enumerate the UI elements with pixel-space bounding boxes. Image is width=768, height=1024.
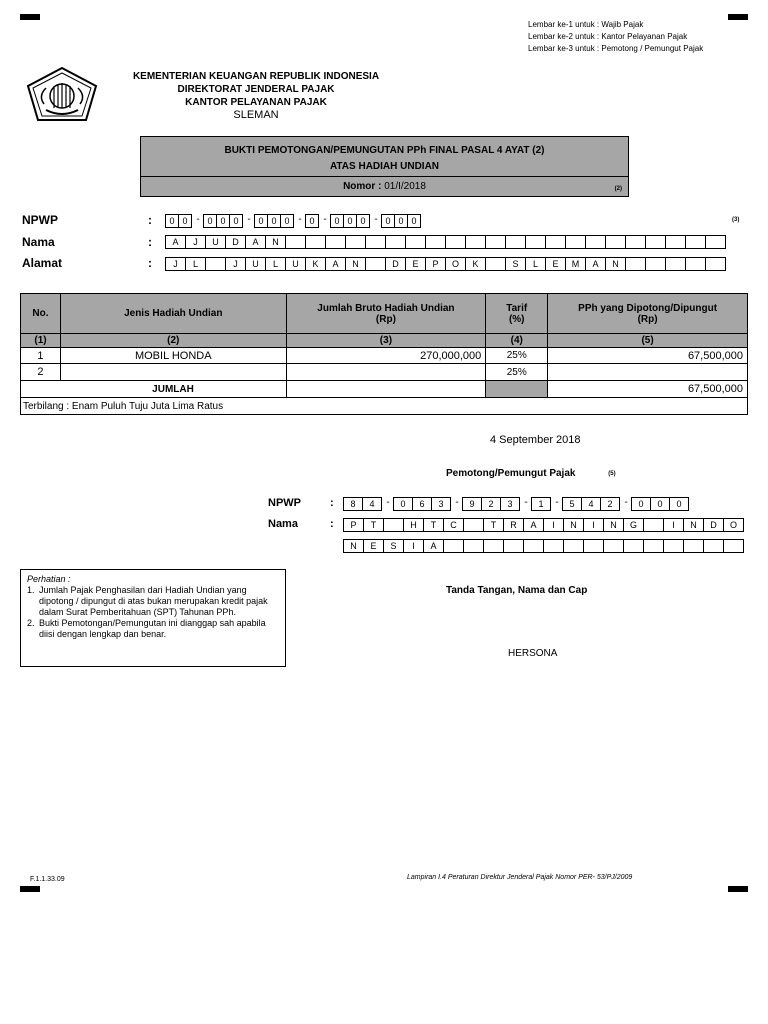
- char-box: I: [403, 539, 424, 553]
- char-box: [325, 235, 346, 249]
- char-box: P: [425, 257, 446, 271]
- char-box: T: [423, 518, 444, 532]
- char-box: E: [405, 257, 426, 271]
- char-box: [685, 235, 706, 249]
- col-number: (2): [60, 334, 286, 348]
- char-box: [625, 257, 646, 271]
- colon: :: [148, 235, 152, 249]
- char-box: A: [585, 257, 606, 271]
- char-box: [345, 235, 366, 249]
- char-box: A: [325, 257, 346, 271]
- char-box: A: [523, 518, 544, 532]
- char-box: [443, 539, 464, 553]
- notice-text: Jumlah Pajak Penghasilan dari Hadiah Undian yang dipotong / dipungut di atas bukan merupakan kredit pajak dalam Surat Pemberitahuan (SPT) Tahunan PPh.: [39, 585, 268, 617]
- total-value: 67,500,000: [548, 381, 748, 398]
- char-box: [703, 539, 724, 553]
- char-box: 0: [407, 214, 421, 228]
- document-title: BUKTI PEMOTONGAN/PEMUNGUTAN PPh FINAL PASAL 4 AYAT (2): [224, 145, 545, 156]
- char-box: [365, 235, 386, 249]
- colon: :: [148, 213, 152, 227]
- char-box: [485, 235, 506, 249]
- row-no: 2: [21, 364, 61, 381]
- col-header-tarif: Tarif (%): [486, 294, 548, 334]
- char-box: A: [165, 235, 186, 249]
- char-box: 0: [267, 214, 281, 228]
- char-box: O: [445, 257, 466, 271]
- char-box: [205, 257, 226, 271]
- char-box: C: [443, 518, 464, 532]
- char-box: [625, 235, 646, 249]
- char-box: 0: [669, 497, 689, 511]
- col-header-no: No.: [21, 294, 61, 334]
- col-header-pph: PPh yang Dipotong/Dipungut (Rp): [548, 294, 748, 334]
- ministry-header: [106, 70, 406, 122]
- notice-item: [27, 618, 279, 640]
- col-number: (1): [21, 334, 61, 348]
- col-header-bruto: Jumlah Bruto Hadiah Undian (Rp): [286, 294, 486, 334]
- char-box: [463, 539, 484, 553]
- office-label: KANTOR PELAYANAN PAJAK: [185, 97, 327, 108]
- char-box: 0: [631, 497, 651, 511]
- char-box: U: [245, 257, 266, 271]
- char-box: [623, 539, 644, 553]
- document-title-box: [140, 136, 629, 197]
- npwp-separator: -: [298, 214, 302, 225]
- char-box: [723, 539, 744, 553]
- char-box: N: [345, 257, 366, 271]
- char-box: N: [343, 539, 364, 553]
- char-box: L: [525, 257, 546, 271]
- char-box: 0: [165, 214, 179, 228]
- colon: :: [330, 497, 334, 509]
- char-box: [643, 518, 664, 532]
- char-box: 3: [431, 497, 451, 511]
- npwp-separator: -: [455, 497, 459, 508]
- char-box: [565, 235, 586, 249]
- col-number: (5): [548, 334, 748, 348]
- recipient-npwp-boxes: [166, 214, 421, 228]
- char-box: 6: [412, 497, 432, 511]
- char-box: [583, 539, 604, 553]
- char-box: 3: [500, 497, 520, 511]
- total-row: [21, 381, 748, 398]
- char-box: [683, 539, 704, 553]
- char-box: E: [363, 539, 384, 553]
- npwp-separator: -: [323, 214, 327, 225]
- npwp-separator: -: [196, 214, 200, 225]
- char-box: 0: [305, 214, 319, 228]
- char-box: [585, 235, 606, 249]
- char-box: [665, 235, 686, 249]
- row-bruto: [286, 364, 486, 381]
- char-box: H: [403, 518, 424, 532]
- char-box: R: [503, 518, 524, 532]
- npwp-label: NPWP: [22, 213, 58, 227]
- char-box: N: [603, 518, 624, 532]
- terbilang: Terbilang : Enam Puluh Tuju Juta Lima Ratus: [21, 398, 748, 415]
- notice-title: Perhatian :: [27, 574, 71, 584]
- char-box: [445, 235, 466, 249]
- char-box: [663, 539, 684, 553]
- copy-line: Lembar ke-1 untuk : Wajib Pajak: [528, 20, 644, 29]
- char-box: [365, 257, 386, 271]
- char-box: 0: [381, 214, 395, 228]
- copy-distribution: [528, 19, 703, 55]
- notice-item: [27, 585, 279, 618]
- document-subtitle: ATAS HADIAH UNDIAN: [329, 161, 440, 172]
- col-number: (4): [486, 334, 548, 348]
- copy-line: Lembar ke-2 untuk : Kantor Pelayanan Pajak: [528, 32, 688, 41]
- char-box: K: [305, 257, 326, 271]
- char-box: 5: [562, 497, 582, 511]
- char-box: 0: [229, 214, 243, 228]
- char-box: N: [605, 257, 626, 271]
- corner-mark-top-right: [728, 14, 748, 20]
- char-box: [705, 257, 726, 271]
- char-box: 0: [203, 214, 217, 228]
- ministry-emblem-icon: [24, 66, 100, 122]
- char-box: 0: [280, 214, 294, 228]
- colon: :: [330, 518, 334, 530]
- nama-label: Nama: [22, 235, 55, 249]
- char-box: O: [723, 518, 744, 532]
- char-box: I: [663, 518, 684, 532]
- char-box: 0: [330, 214, 344, 228]
- char-box: [645, 257, 666, 271]
- notice-box: [20, 569, 286, 667]
- char-box: [665, 257, 686, 271]
- char-box: 4: [362, 497, 382, 511]
- char-box: [525, 235, 546, 249]
- npwp-separator: -: [374, 214, 378, 225]
- row-jenis: MOBIL HONDA: [60, 348, 286, 364]
- char-box: [505, 235, 526, 249]
- withholder-title-text: Pemotong/Pemungut Pajak: [446, 468, 576, 479]
- char-box: [543, 539, 564, 553]
- char-box: [385, 235, 406, 249]
- char-box: L: [265, 257, 286, 271]
- document-date: 4 September 2018: [490, 434, 581, 446]
- char-box: [465, 235, 486, 249]
- char-box: 0: [394, 214, 408, 228]
- npwp-separator: -: [624, 497, 628, 508]
- char-box: [425, 235, 446, 249]
- char-box: T: [483, 518, 504, 532]
- corner-mark-top-left: [20, 14, 40, 20]
- notice-number: 2.: [27, 618, 35, 628]
- char-box: 0: [393, 497, 413, 511]
- nomor-value: 01/I/2018: [384, 181, 426, 192]
- char-box: I: [543, 518, 564, 532]
- char-box: T: [363, 518, 384, 532]
- notice-number: 1.: [27, 585, 35, 595]
- char-box: 0: [356, 214, 370, 228]
- char-box: G: [623, 518, 644, 532]
- office-name: SLEMAN: [233, 109, 279, 121]
- char-box: 1: [531, 497, 551, 511]
- row-tarif: 25%: [486, 364, 548, 381]
- row-pph: [548, 364, 748, 381]
- char-box: [685, 257, 706, 271]
- withholder-nama-label: Nama: [268, 518, 298, 530]
- char-box: 0: [216, 214, 230, 228]
- corner-mark-bottom-right: [728, 886, 748, 892]
- char-box: [285, 235, 306, 249]
- char-box: E: [545, 257, 566, 271]
- table-row: [21, 364, 748, 381]
- char-box: A: [245, 235, 266, 249]
- char-box: [383, 518, 404, 532]
- char-box: [545, 235, 566, 249]
- regulation-reference: Lampiran I.4 Peraturan Direktur Jenderal Pajak Nomor PER- 53/PJ/2009: [407, 874, 633, 881]
- char-box: 2: [481, 497, 501, 511]
- signature-label: Tanda Tangan, Nama dan Cap: [446, 585, 588, 596]
- row-pph: 67,500,000: [548, 348, 748, 364]
- withholder-title: [446, 468, 616, 479]
- char-box: N: [265, 235, 286, 249]
- corner-mark-bottom-left: [20, 886, 40, 892]
- npwp-separator: -: [524, 497, 528, 508]
- char-box: [463, 518, 484, 532]
- alamat-label: Alamat: [22, 256, 63, 270]
- char-box: 8: [343, 497, 363, 511]
- document-number: [141, 176, 628, 196]
- char-box: [705, 235, 726, 249]
- npwp-separator: -: [247, 214, 251, 225]
- char-box: [643, 539, 664, 553]
- char-box: 0: [254, 214, 268, 228]
- table-row: [21, 348, 748, 364]
- char-box: [523, 539, 544, 553]
- nomor-label: Nomor :: [343, 181, 382, 192]
- char-box: D: [385, 257, 406, 271]
- char-box: D: [703, 518, 724, 532]
- char-box: [503, 539, 524, 553]
- char-box: I: [583, 518, 604, 532]
- char-box: 2: [600, 497, 620, 511]
- row-bruto: 270,000,000: [286, 348, 486, 364]
- char-box: [305, 235, 326, 249]
- signature-name: HERSONA: [508, 648, 558, 659]
- row-tarif: 25%: [486, 348, 548, 364]
- char-box: N: [563, 518, 584, 532]
- char-box: 4: [581, 497, 601, 511]
- withholder-npwp-label: NPWP: [268, 497, 301, 509]
- copy-line: Lembar ke-3 untuk : Pemotong / Pemungut Pajak: [528, 44, 704, 53]
- char-box: D: [225, 235, 246, 249]
- ref-note: (5): [608, 471, 616, 477]
- ref-note: (2): [614, 186, 622, 192]
- char-box: 0: [650, 497, 670, 511]
- char-box: 9: [462, 497, 482, 511]
- char-box: P: [343, 518, 364, 532]
- char-box: S: [505, 257, 526, 271]
- recipient-address-boxes: [166, 257, 726, 271]
- char-box: 0: [178, 214, 192, 228]
- prize-table: [20, 293, 748, 415]
- char-box: [605, 235, 626, 249]
- total-label: JUMLAH: [60, 381, 286, 398]
- char-box: [405, 235, 426, 249]
- ministry-name: KEMENTERIAN KEUANGAN REPUBLIK INDONESIA: [132, 71, 380, 82]
- char-box: N: [683, 518, 704, 532]
- char-box: S: [383, 539, 404, 553]
- col-number: (3): [286, 334, 486, 348]
- npwp-separator: -: [555, 497, 559, 508]
- char-box: U: [285, 257, 306, 271]
- row-no: 1: [21, 348, 61, 364]
- withholder-name-boxes-line2: [344, 539, 744, 553]
- char-box: [483, 539, 504, 553]
- char-box: [485, 257, 506, 271]
- recipient-name-boxes: [166, 235, 726, 249]
- withholder-name-boxes-line1: [344, 518, 744, 532]
- char-box: L: [185, 257, 206, 271]
- char-box: [563, 539, 584, 553]
- char-box: U: [205, 235, 226, 249]
- row-jenis: [60, 364, 286, 381]
- char-box: J: [165, 257, 186, 271]
- char-box: J: [185, 235, 206, 249]
- colon: :: [148, 256, 152, 270]
- char-box: A: [423, 539, 444, 553]
- char-box: K: [465, 257, 486, 271]
- notice-text: Bukti Pemotongan/Pemungutan ini dianggap sah apabila diisi dengan lengkap dan benar.: [39, 618, 266, 639]
- char-box: 0: [343, 214, 357, 228]
- withholder-npwp-boxes: [344, 497, 689, 511]
- char-box: J: [225, 257, 246, 271]
- directorate-name: DIREKTORAT JENDERAL PAJAK: [177, 84, 335, 95]
- char-box: [645, 235, 666, 249]
- col-header-jenis: Jenis Hadiah Undian: [60, 294, 286, 334]
- char-box: M: [565, 257, 586, 271]
- form-code: F.1.1.33.09: [30, 876, 65, 883]
- ref-note: (3): [732, 217, 740, 223]
- char-box: [603, 539, 624, 553]
- npwp-separator: -: [386, 497, 390, 508]
